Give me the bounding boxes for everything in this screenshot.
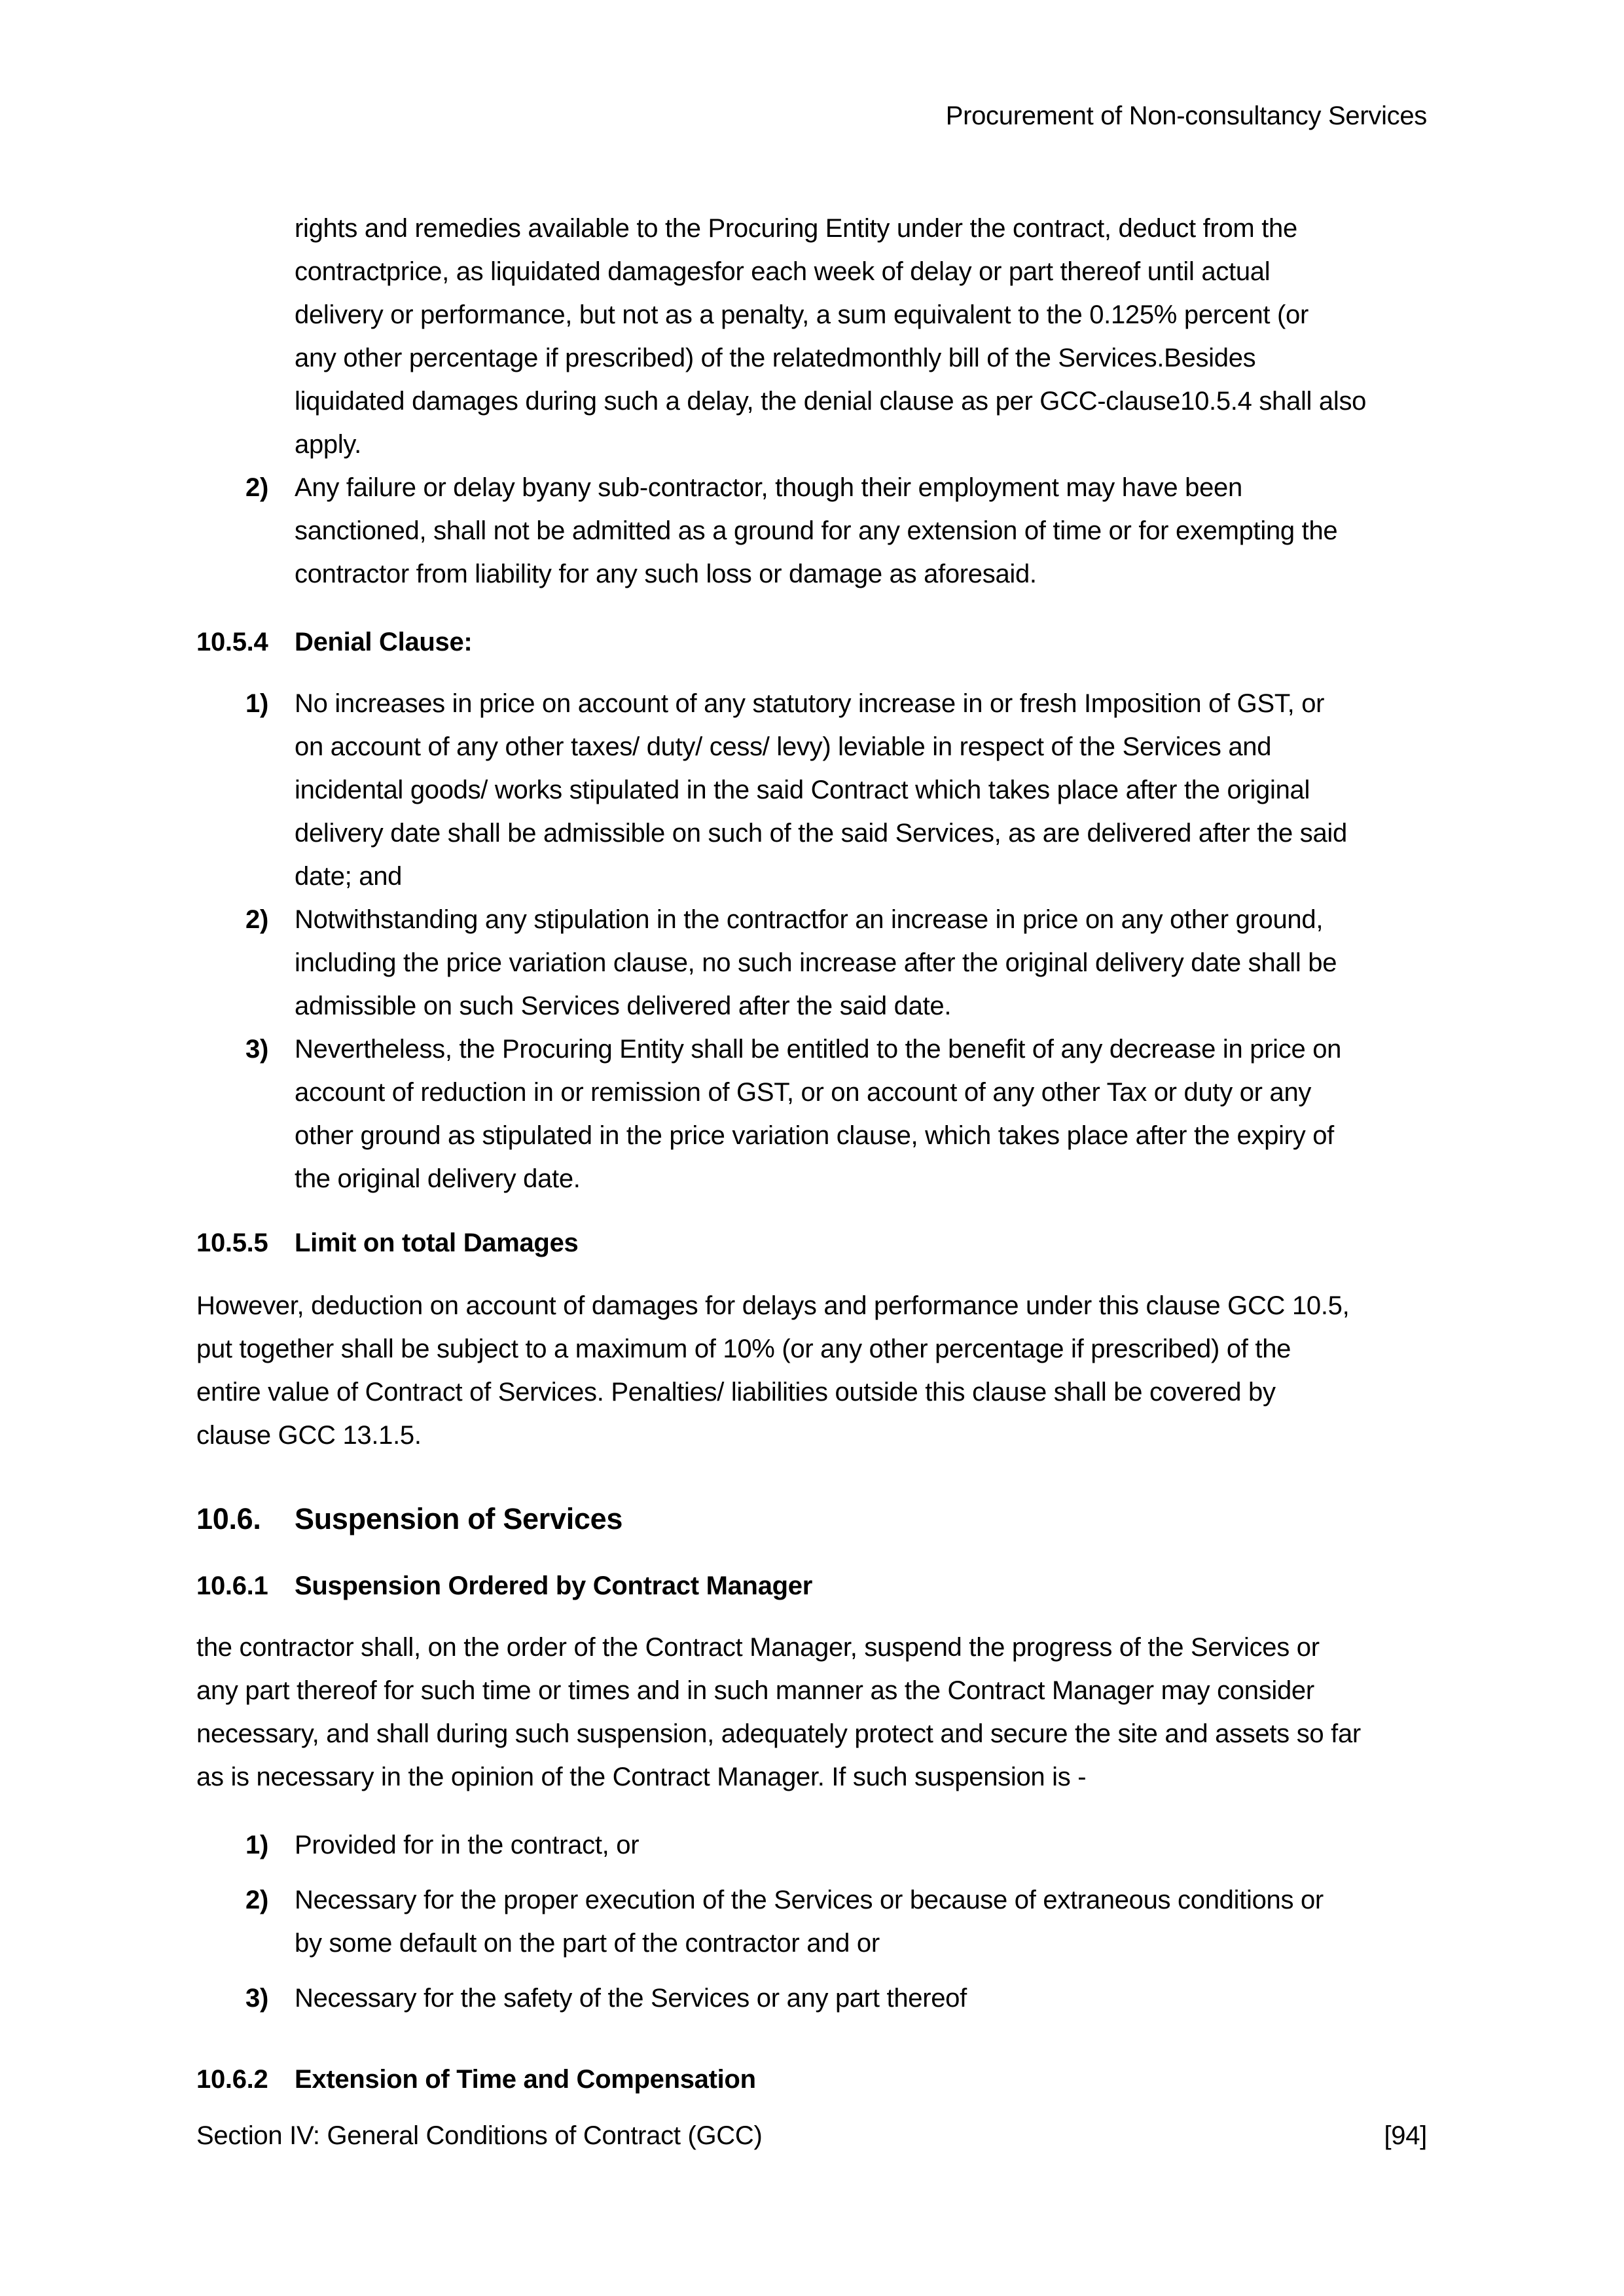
text-line: clause GCC 13.1.5. (196, 1421, 422, 1450)
text-line: as is necessary in the opinion of the Contract Manager. If such suspension is - (196, 1763, 1087, 1791)
text-line: No increases in price on account of any statutory increase in or fresh Imposition of GST, or (295, 689, 1325, 718)
text-line: including the price variation clause, no such increase after the original delivery date shall be (295, 948, 1337, 977)
heading-text: Suspension Ordered by Contract Manager (295, 1571, 812, 1600)
heading-text: Limit on total Damages (295, 1229, 579, 1257)
denial-clause-item-3 (196, 1028, 1427, 1200)
item-number: 3) (245, 1984, 268, 2013)
document-content (196, 207, 1427, 2101)
denial-clause-item-2 (196, 898, 1427, 1028)
text-line: delivery date shall be admissible on such of the said Services, as are delivered after the said (295, 819, 1347, 848)
text-line: Necessary for the safety of the Services or any part thereof (295, 1984, 967, 2013)
text-line: However, deduction on account of damages for delays and performance under this clause GCC 10.5, (196, 1291, 1350, 1320)
heading-number: 10.5.4 (196, 628, 268, 656)
page-header (196, 99, 1427, 132)
suspension-paragraph (196, 1626, 1427, 1799)
page-footer (196, 2119, 1427, 2152)
heading-number: 10.6.2 (196, 2065, 268, 2094)
text-line: liquidated damages during such a delay, the denial clause as per GCC-clause10.5.4 shall also (295, 387, 1367, 416)
suspension-item-3 (196, 1977, 1427, 2020)
list-item-2 (196, 466, 1427, 596)
text-line: delivery or performance, but not as a penalty, a sum equivalent to the 0.125% percent (or (295, 300, 1309, 329)
heading-number: 10.6.1 (196, 1571, 268, 1600)
text-line: contractor from liability for any such loss or damage as aforesaid. (295, 560, 1037, 588)
text-line: other ground as stipulated in the price variation clause, which takes place after the expiry of (295, 1121, 1334, 1150)
text-line: any part thereof for such time or times and in such manner as the Contract Manager may consider (196, 1676, 1314, 1705)
heading-10-6-2 (196, 2058, 1427, 2101)
heading-10-6 (196, 1495, 1427, 1543)
footer-page-number: [94] (1384, 2121, 1427, 2150)
item-number: 2) (245, 905, 268, 934)
text-line: rights and remedies available to the Procuring Entity under the contract, deduct from the (295, 214, 1297, 243)
text-line: date; and (295, 862, 403, 891)
heading-text: Denial Clause: (295, 628, 473, 656)
text-line: Nevertheless, the Procuring Entity shall be entitled to the benefit of any decrease in price on (295, 1035, 1342, 1064)
text-line: Provided for in the contract, or (295, 1831, 640, 1859)
header-title: Procurement of Non-consultancy Services (945, 101, 1427, 130)
text-line: account of reduction in or remission of GST, or on account of any other Tax or duty or any (295, 1078, 1312, 1107)
text-line: Notwithstanding any stipulation in the contractfor an increase in price on any other ground, (295, 905, 1324, 934)
text-line: Necessary for the proper execution of the Services or because of extraneous conditions or (295, 1886, 1324, 1914)
suspension-item-1 (196, 1823, 1427, 1867)
heading-number: 10.5.5 (196, 1229, 268, 1257)
item-number: 3) (245, 1035, 268, 1064)
text-line: any other percentage if prescribed) of the relatedmonthly bill of the Services.Besides (295, 344, 1256, 372)
text-line: by some default on the part of the contractor and or (295, 1929, 880, 1958)
item-number: 1) (245, 1831, 268, 1859)
text-line: sanctioned, shall not be admitted as a ground for any extension of time or for exempting the (295, 516, 1338, 545)
denial-clause-item-1 (196, 682, 1427, 898)
heading-text: Extension of Time and Compensation (295, 2065, 756, 2094)
text-line: contractprice, as liquidated damagesfor each week of delay or part thereof until actual (295, 257, 1271, 286)
text-line: apply. (295, 430, 361, 459)
text-line: the original delivery date. (295, 1164, 581, 1193)
footer-section-label: Section IV: General Conditions of Contract (GCC) (196, 2121, 763, 2150)
text-line: admissible on such Services delivered after the said date. (295, 992, 952, 1020)
clause-10-5-3-continuation-paragraph (196, 207, 1427, 466)
heading-10-5-5 (196, 1221, 1427, 1265)
text-line: Any failure or delay byany sub-contractor, though their employment may have been (295, 473, 1242, 502)
suspension-item-2 (196, 1878, 1427, 1965)
limit-on-damages-paragraph (196, 1284, 1427, 1457)
text-line: incidental goods/ works stipulated in the said Contract which takes place after the original (295, 776, 1310, 804)
heading-10-6-1 (196, 1564, 1427, 1607)
text-line: necessary, and shall during such suspension, adequately protect and secure the site and assets so far (196, 1719, 1361, 1748)
item-number: 2) (245, 473, 268, 502)
text-line: on account of any other taxes/ duty/ cess/ levy) leviable in respect of the Services and (295, 732, 1272, 761)
item-number: 2) (245, 1886, 268, 1914)
heading-10-5-4 (196, 620, 1427, 664)
item-number: 1) (245, 689, 268, 718)
heading-text: Suspension of Services (295, 1502, 623, 1535)
text-line: put together shall be subject to a maximum of 10% (or any other percentage if prescribed) of the (196, 1335, 1291, 1363)
heading-number: 10.6. (196, 1502, 261, 1535)
text-line: entire value of Contract of Services. Penalties/ liabilities outside this clause shall be covered by (196, 1378, 1276, 1407)
text-line: the contractor shall, on the order of the Contract Manager, suspend the progress of the Services or (196, 1633, 1320, 1662)
